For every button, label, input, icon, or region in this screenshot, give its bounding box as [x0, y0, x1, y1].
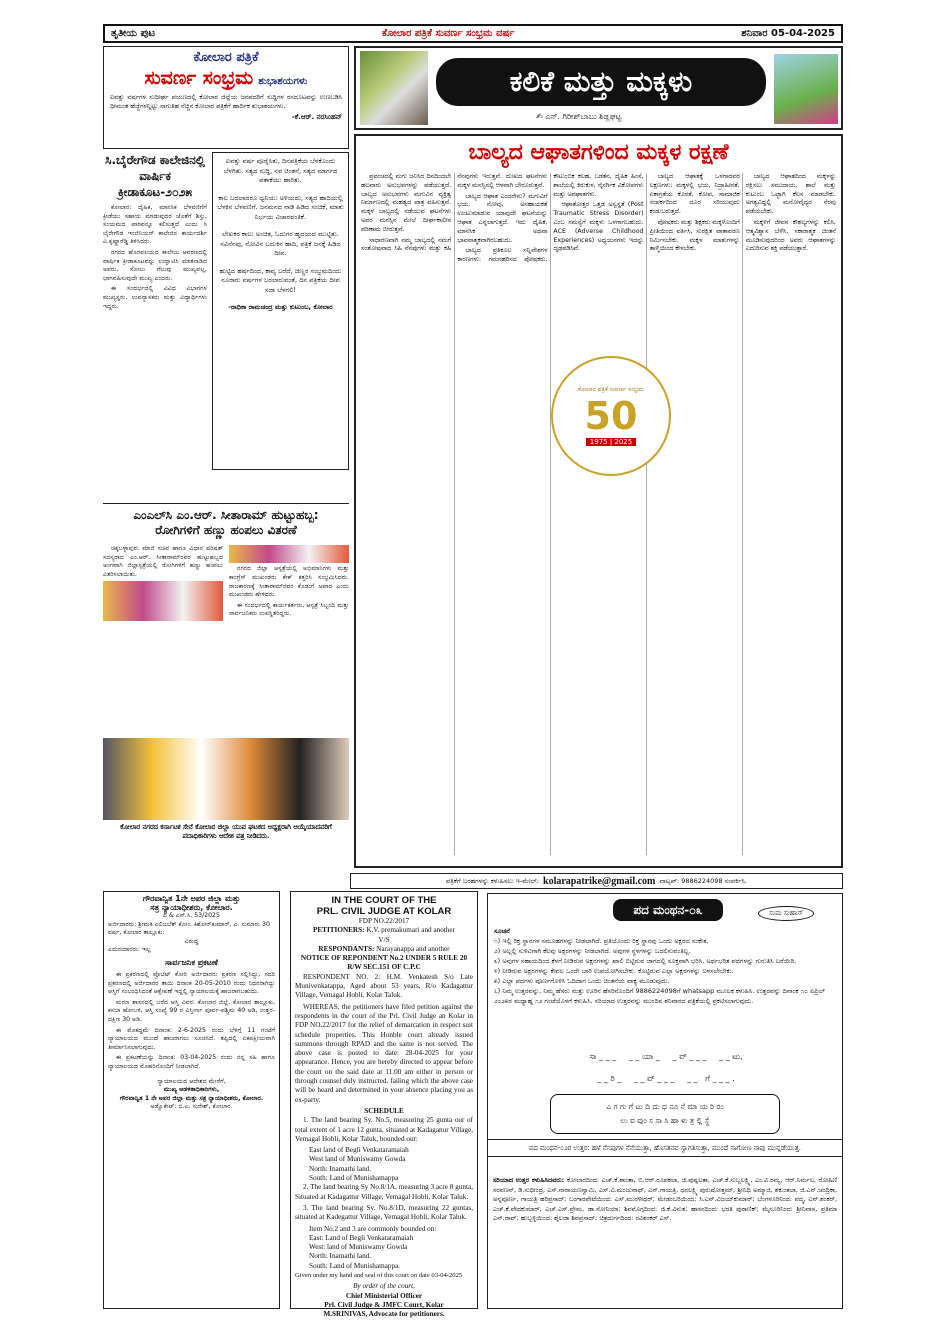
- puzzle-letters-1: ಎ ಗ ಗು ಗೆ ಟು ದಿ ದು ಧ ನೂ ನೆ ಮಾ ಯ ರಿ ರಂ: [606, 1102, 724, 1111]
- en-boundary: East: Land of Begli Venkataramaiah: [309, 1233, 414, 1242]
- kn-sign-2: ಮುಖ್ಯ ಆಡಳಿತಾಧಿಕಾರಿಗಳು,: [163, 1086, 220, 1094]
- en-notice-title: NOTICE OF REPONDENT No.2 UNDER 5 RULE 20 R/W SEC.151 OF C.P.C: [300, 954, 468, 972]
- feature-body: [356, 169, 841, 859]
- kn-sign-1: ನ್ಯಾಯಾಲಯದ ಆದೇಶದ ಮೇರೆಗೆ,: [157, 1077, 226, 1085]
- en-paragraph: RESPONDENT NO. 2: H.M. Venkatesh S/o Late Munivenkatappa, Aged about 53 years, R/o Kadagattur Village, Vemagal Hobli, Kolar Taluk.: [295, 972, 473, 1000]
- feature-paragraph: ಬಾಲ್ಯದ ಆಘಾತದಿಂದ ಮಕ್ಕಳನ್ನು ರಕ್ಷಿಸಲು ಸಮುದಾಯ, ಶಾಲೆ ಮತ್ತು ಕುಟುಂಬ ಒಟ್ಟಾಗಿ ಕೆಲಸ ಮಾಡಬೇಕು. ಅಗತ್ಯವಿದ್ದಲ್ಲಿ ಮನೋವೈದ್ಯರ ನೆರವು ಪಡೆಯಬೇಕು.: [745, 173, 836, 216]
- puzzle-rule: ೩) ಅವುಗಳ ಸಹಾಯದಿಂದ ಕೆಳಗೆ ನೀಡಿರುವ ಅಕ್ಷರಗಳನ್ನು ಖಾಲಿ ಬಿಟ್ಟಿರುವ ಜಾಗದಲ್ಲಿ ಸೂಕ್ತವಾಗಿ ಭರಿಸಿ, ಅರ್ಥಭರಿತ ಪದಗಳನ್ನು ಗುರುತಿಸಿ ಬರೆಯಿರಿ.: [494, 957, 797, 965]
- puzzle-hint-label: ಸೂಚನೆ: [494, 927, 510, 935]
- puzzle-rule: ೫) ಎಲ್ಲಾ ಪದಗಳು ಪೂರ್ಣಗೊಳಿಸಿ ಓದಿದಾಗ ಒಂದು ಚಿಂತನೆಯ ವಾಕ್ಯ ಮೂಡುವುದು.: [494, 977, 670, 985]
- kn-petitioner: ಅರ್ಜಿದಾರರು: ಶ್ರೀಮತಿ ಎಲಿಜಬೆತ್ ಕೋಂ. ಕಿಶೋರ್‌ಕುಮಾರ್, ಎ. ಸುಮಾರು 30 ವರ್ಷ, ಕೋಲಾರ ತಾಲ್ಲೂಕು.: [108, 920, 270, 936]
- kn-paragraph: ಮರಣ ಶಾಸನದಲ್ಲಿ ಬರೆದ ಆಸ್ತಿ ವಿವರ: ಕೋಲಾರ ಜಿಲ್ಲೆ, ಕೋಲಾರ ತಾಲ್ಲೂಕು, ಕಸಬಾ ಹೋಬಳಿ, ಆಸ್ತಿ ಸಂಖ್ಯೆ 99 ರ ವಿಸ್ತೀರ್ಣ ಪೂರ್ವ-ಪಶ್ಚಿಮ 40 ಅಡಿ, ಉತ್ತರ-ದಕ್ಷಿಣ 30 ಅಡಿ.: [108, 998, 275, 1023]
- en-officer: Chief Ministerial Officer: [345, 1291, 423, 1300]
- kn-subtitle: ಸಾರ್ವಜನಿಕ ಪ್ರಕಟಣೆ: [165, 957, 218, 967]
- en-respondents: Narayanappa and another: [374, 944, 450, 953]
- mlc-body: [103, 545, 349, 735]
- contact-bar: [350, 873, 843, 889]
- feature-paragraph: ಬಾಲ್ಯದ ಆಘಾತ ಎಂದರೇನು? ಮಗುವಿಗೆ ಭಯ, ನೋವು, ಅಸಹಾಯಕತೆ ಉಂಟುಮಾಡುವ ಯಾವುದೇ ಘಟನೆಯನ್ನು ಆಘಾತ ಎನ್ನಲಾಗುತ್ತದೆ. ಇದು ದೈಹಿಕ, ಮಾನಸಿಕ ಅಥವಾ ಭಾವನಾತ್ಮಕವಾಗಿರಬಹುದು.: [457, 192, 548, 244]
- en-boundary: West: land of Muniswamy Gowda: [309, 1243, 408, 1252]
- logo-text: ಕೋಲಾರ ಪತ್ರಿಕೆ ಸುವರ್ಣ ಸಂಭ್ರಮ: [578, 386, 644, 393]
- kn-sign-3: ಗೌರವಾನ್ವಿತ 1 ನೇ ಅಪರ ಜಿಲ್ಲಾ ಮತ್ತು ಸತ್ರ ನ್ಯಾಯಾಧೀಶರು, ಕೋಲಾರ.: [119, 1094, 264, 1102]
- poem-sign: -ರಾಧಿಕಾ ರಾಮಚಂದ್ರ ಮತ್ತು ಕುಟುಂಬ, ಕೋಲಾರ: [228, 303, 333, 311]
- kn-title-2: ಸತ್ರ ನ್ಯಾಯಾಧೀಶರು, ಕೋಲಾರ.: [150, 902, 233, 912]
- en-respondents-label: RESPONDANTS:: [318, 944, 375, 953]
- greeting-wish: ಶುಭಾಶಯಗಳು: [258, 76, 308, 87]
- kannada-court-notice: [103, 891, 280, 1309]
- greeting-body: ಐವತ್ತು ವರ್ಷಗಳ ಸುದೀರ್ಘ ಪಯಣದಲ್ಲಿ ಕೋಲಾರ ಜಿಲ್ಲೆಯ ಜನಪದರಿಗೆ ಸುದ್ದಿಗಳ ರಸದೂಟವನ್ನು ಉಣಬಡಿಸಿ ಧೀಮಂತ ಹೆಜ್ಜೆಗಳನ್ನಿಟ್ಟು ಸಾಗುತಿಹ ನೆಚ್ಚಿನ ಕೋಲಾರ ಪತ್ರಿಕೆಗೆ ಹಾರ್ದಿಕ ಶುಭಾಶಯಗಳು.: [110, 93, 342, 110]
- puzzle-title: ಪದ ಮಂಥನ-೦೩: [613, 899, 723, 921]
- mlc-paragraph: ಚಿಕ್ಕಬಳ್ಳಾಪುರ: ಮಾಜಿ ಸಚಿವ ಹಾಗೂ ವಿಧಾನ ಪರಿಷತ್ ಸದಸ್ಯರಾದ ಎಂ.ಆರ್. ಸೀತಾರಾಮ್‌ರವರ ಹುಟ್ಟುಹಬ್ಬದ ಅಂಗವಾಗಿ ಜಿಲ್ಲಾಸ್ಪತ್ರೆಯಲ್ಲಿ ರೋಗಿಗಳಿಗೆ ಹಣ್ಣು ಹಂಪಲು ವಿತರಿಸಲಾಯಿತು.: [103, 545, 223, 578]
- en-item: 3. The land bearing Sy. No.8/1D, measuring 22 guntas, situated at Kadegattur Village, Vemagal Hobli, Kolar Taluk.: [295, 1203, 473, 1222]
- feature-headline: ಬಾಲ್ಯದ ಆಘಾತಗಳಿಂದ ಮಕ್ಕಳ ರಕ್ಷಣೆ: [468, 140, 729, 165]
- poem-stanza: ಐವತ್ತು ವರ್ಷ ಪೂರೈಸಿತು, ದಿನಪತ್ರಿಕೆಯ ಬೆಳಕೊಂದು ಬೆಳಗಿತು. ಸತ್ಯದ ಸುದ್ದಿ, ನವ ಚಿಂತನೆ, ಸತ್ಯದ ಮಾರ್ಗದ ಪತಾಕೆಯು ಹಾರಿತು.: [223, 157, 338, 184]
- feature-paragraph: ಪ್ರಪಂಚದಲ್ಲಿ ಮಗು ಜನಿಸಿದ ದಿನದಿಂದಲೇ ಹಲವಾರು ಅನುಭವಗಳನ್ನು ಪಡೆಯುತ್ತದೆ. ಬಾಲ್ಯದ ಅನುಭವಗಳು ಮಗುವಿನ ವ್ಯಕ್ತಿತ್ವ ನಿರ್ಮಾಣದಲ್ಲಿ ಮಹತ್ವದ ಪಾತ್ರ ವಹಿಸುತ್ತವೆ. ಮಕ್ಕಳ ಬಾಲ್ಯದಲ್ಲಿ ನಡೆಯುವ ಘಟನೆಗಳು ಅವರ ಮನಸ್ಸಿನ ಮೇಲೆ ದೀರ್ಘಕಾಲೀನ ಪರಿಣಾಮ ಬೀರುತ್ತವೆ.: [361, 173, 452, 233]
- en-title-2: PRL. CIVIL JUDGE AT KOLAR: [316, 906, 452, 917]
- greeting-paper: ಕೋಲಾರ ಪತ್ರಿಕೆ: [193, 50, 259, 65]
- en-item: 2. The land bearing Sy No.8/1A, measuring 3 acre 8 gunta, Situated at Kadagattur Village, Vemagal Hobli, Kolar Taluk.: [295, 1183, 473, 1201]
- winners-label: ಸರಿಯಾದ ಉತ್ತರ ಕಳುಹಿಸಿದವರು:: [493, 1176, 567, 1184]
- contact-before: ಪತ್ರಿಕೆಗೆ ಬರಹಗಳನ್ನು ಕಳುಹಿಸಲು ಇ-ಮೇಲ್:: [445, 876, 540, 885]
- en-title-1: IN THE COURT OF THE: [331, 895, 437, 906]
- feature-header: [354, 46, 843, 130]
- divider: [103, 503, 349, 504]
- kn-case: ಪಿ & ಎಸ್.ಸಿ. 53/2025: [163, 912, 220, 919]
- kn-paragraph: ಈ ಪ್ರಕಟಣೆಯನ್ನು ದಿನಾಂಕ: 03-04-2025 ರಂದು ನನ್ನ ಸಹಿ ಹಾಗೂ ನ್ಯಾಯಾಲಯದ ಮೊಹರಿನೊಂದಿಗೆ ನೀಡಲಾಗಿದೆ.: [108, 1054, 275, 1070]
- contact-email[interactable]: kolarapatrike@gmail.com: [543, 875, 656, 887]
- feature-banner: ಕಲಿಕೆ ಮತ್ತು ಮಕ್ಕಳು: [436, 58, 766, 106]
- en-boundary: South: Land of Munishamappa.: [309, 1261, 401, 1270]
- feature-paragraph: ಪೋಷಕರು ಮತ್ತು ಶಿಕ್ಷಕರು ಮಕ್ಕಳೊಂದಿಗೆ ಪ್ರೀತಿಯಿಂದ ವರ್ತಿಸಿ, ಸುರಕ್ಷಿತ ವಾತಾವರಣ ನಿರ್ಮಿಸಬೇಕು. ಮಕ್ಕಳ ಮಾತುಗಳನ್ನು ತಾಳ್ಮೆಯಿಂದ ಕೇಳಬೇಕು.: [649, 218, 740, 253]
- en-given: Given under my hand and seal of this court on date 03-04-2025: [295, 1271, 463, 1279]
- en-vs: V/S: [378, 935, 390, 944]
- puzzle-blanks-1: ಸಾ _ _ _ _ _ ಯಾ _ _ ವ್ _ _ _ _ _ ಟು,: [589, 1052, 743, 1061]
- karnataka-sene-photo: [103, 738, 349, 820]
- mlc-paragraph: ನಗರದ ಜಿಲ್ಲಾ ಆಸ್ಪತ್ರೆಯಲ್ಲಿ ಅಭಿಮಾನಿಗಳು ಮತ್ತು ಕಾಂಗ್ರೆಸ್ ಮುಖಂಡರು ಕೇಕ್ ಕತ್ತರಿಸಿ ಸಂಭ್ರಮಿಸಿದರು. ರಾಜಕಾರಣಕ್ಕೆ ಸೀತಾರಾಮ್‌ರವರ ಕೊಡುಗೆ ಅಪಾರ ಎಂದು ಮುಖಂಡರು ಹೇಳಿದರು.: [229, 565, 349, 599]
- poem-stanza: ಕಾಲ ಬದಲಾದರೂ ಧ್ವನಿಯು ಅಳಿಯದು, ಸತ್ಯದ ಹಾದಿಯಲ್ಲಿ ಬೆಳಕಿನ ಬೆಳವಣಿಗೆ. ಜನಮನದ ನಾಡಿ ಹಿಡಿದ ಸಂಚಿಕೆ, ಮಾತು ನಿರ್ಭಯ ವಿಚಾರವಂತಿಕೆ.: [217, 193, 344, 221]
- kn-sign-4: ಅಡ್ವೊಕೇಟ್: ಬಿ.ಎ. ಸುರೇಶ್, ಕೋಲಾರ.: [150, 1103, 233, 1111]
- kn-paragraph: ಈ ಮೊಕದ್ದಮೆ ದಿನಾಂಕ: 2-6-2025 ರಂದು ಬೆಳಿಗ್ಗೆ 11 ಗಂಟೆಗೆ ನ್ಯಾಯಾಲಯದ ಮುಂದೆ ಹಾಜರಾಗಲು ಸೂಚಿಸಿದೆ. ತಪ್ಪಿದಲ್ಲಿ ಏಕಪಕ್ಷೀಯವಾಗಿ ತೀರ್ಮಾನಿಸಲಾಗುವುದು.: [108, 1026, 275, 1051]
- puzzle-author: ಸುಮ ಸುಹಾಸ್: [758, 906, 814, 921]
- poem-box: [212, 152, 349, 470]
- puzzle-blanks-2: _ _ ರಿ _ _ _ ವ್ _ _ _ _ _ ಗೆ _ _ _ .: [597, 1074, 735, 1083]
- previous-answer: ಪದ ಮಂಥನ-೦೨ರ ಉತ್ತರ: ಹಳೆ ನೆನಪುಗಳ ನೆನೆಯುತ್ತಾ, ಹೊಸತನವ ಸ್ವಾಗತಿಸುತ್ತಾ, ಮುಂದೆ ಸಾಗೋಣ ನಾವು ಮುನ್ನಡೆಯುತ್ತ.: [488, 1139, 842, 1157]
- page-number: ತೃತೀಯ ಪುಟ: [111, 28, 156, 39]
- poem-stanza: ಹುಟ್ಟಿದ ಹರ್ಷದಿಂದ, ಕಾವ್ಯ ಬರೆದೆ, ಚಿಣ್ಣರ ಸಂಭ್ರಮದಿಂದು ನೂರಾರು ವರ್ಷಗಳ ಬರಲಾರುವಂತೆ, ದಿನ ಪತ್ರಿಕೆಯ ದೀಪ ಸದಾ ಬೆಳಗಲಿ!: [219, 266, 342, 294]
- en-boundary: East land of Begli Venkataramaiah: [309, 1146, 409, 1155]
- en-boundary: North: Inamathi land.: [309, 1252, 372, 1261]
- feature-paragraph: ಬಾಲ್ಯದ ಆಘಾತಕ್ಕೆ ಒಳಗಾದವರ ಲಕ್ಷಣಗಳು: ಮಕ್ಕಳಲ್ಲಿ ಭಯ, ನಿದ್ರಾಹೀನತೆ, ಏಕಾಗ್ರತೆಯ ಕೊರತೆ, ಕೋಪ, ಸಾಮಾಜಿಕ ಸಂಪರ್ಕದಿಂದ ದೂರ ಸರಿಯುವುದು ಕಂಡುಬರುತ್ತದೆ.: [649, 173, 740, 216]
- feature-paragraph: ಸಾಧಾರಣವಾಗಿ ನಮ್ಮ ಬಾಲ್ಯದಲ್ಲಿ ನಮಗೆ ಸಂತೋಷವಾದ ಸಿಹಿ ನೆನಪುಗಳು ಮತ್ತು ಕಹಿ ನೆನಪುಗಳು ಇರುತ್ತವೆ. ದುಃಖದ ಘಟನೆಗಳು ಮಕ್ಕಳ ಮನಸ್ಸಿನಲ್ಲಿ ಆಳವಾಗಿ ಬೇರೂರುತ್ತವೆ.: [361, 173, 548, 253]
- header-date: ಶನಿವಾರ 05-04-2025: [741, 28, 835, 39]
- mlc-headline-2: ರೋಗಿಗಳಿಗೆ ಹಣ್ಣು ಹಂಪಲು ವಿತರಣೆ: [155, 523, 297, 537]
- contact-after: ವಾಟ್ಸಪ್: 9886224098 ಸಂಪರ್ಕಿಸಿ.: [659, 876, 748, 885]
- en-boundary: South: Land of Munishamappa: [309, 1174, 399, 1183]
- kn-paragraph: ಈ ಪ್ರಕರಣದಲ್ಲಿ ಪ್ರೊಬೆಟ್ ಕೋರಿ ಅರ್ಜಿದಾರರು ಪ್ರಕರಣ ಸಲ್ಲಿಸಿದ್ದು, ಸದರಿ ಪ್ರಕರಣದಲ್ಲಿ ಅರ್ಜಿದಾರರ ತಾಯಿ ದಿನಾಂಕ 20-05-2010 ರಂದು ನಿಧನರಾಗಿದ್ದು ಆಸ್ತಿಗೆ ಸಂಬಂಧಿಸಿದಂತೆ ಆಕ್ಷೇಪಣೆ ಇದ್ದಲ್ಲಿ ನ್ಯಾಯಾಲಯಕ್ಕೆ ಹಾಜರಾಗಬಹುದು.: [108, 971, 275, 996]
- winners-list: [493, 1176, 837, 1224]
- feature-byline: ✍ ಎನ್. ಗಿರೀಶ್‌ಬಾಬು ಶಿಡ್ಲಘಟ್ಟ: [536, 112, 622, 121]
- college-paragraph: ನಗರದ ಹೊರವಲಯದ ಕಾಲೇಜು ಆವರಣದಲ್ಲಿ ವಾರ್ಷಿಕ ಕ್ರೀಡಾಕೂಟವನ್ನು ಉದ್ಘಾಟಿಸಿ ಮಾತನಾಡಿದ ಅವರು, ಸೋಲು ಗೆಲುವು ಮುಖ್ಯವಲ್ಲ, ಭಾಗವಹಿಸುವುದೇ ಮುಖ್ಯ ಎಂದರು.: [103, 248, 207, 282]
- header-title: ಕೋಲಾರ ಪತ್ರಿಕೆ ಸುವರ್ಣ ಸಂಭ್ರಮ ವರ್ಷ: [381, 28, 515, 39]
- puzzle-rule: ೪) ನೀಡಿರುವ ಅಕ್ಷರಗಳನ್ನು ಕೇವಲ ಒಂದೇ ಬಾರಿ ಉಪಯೋಗಿಸಬೇಕು. ಕೊಟ್ಟಿರುವ ಎಲ್ಲಾ ಅಕ್ಷರಗಳನ್ನು ಬಳಸಲೇಬೇಕು.: [494, 967, 734, 975]
- author-photo: [360, 51, 428, 125]
- poem-stanza: ಲೇಖಕರ ಕಾಲು ಅಂಚಿತ, ಓದುಗರ ಹೃದಯದ ಮುಟ್ಟಿತು. ಸವಿನೆನಪು, ನೋವಿನ ಬದುಕಿನ ಹಾದಿ, ಪತ್ರಿಕೆ ಜನಕ್ಕೆ ಹಿಡಿದ ದೀಪ.: [220, 230, 341, 257]
- puzzle-rule: ೧) ಇಲ್ಲಿ ರಿಕ್ತ ಸ್ಥಾನಗಳ ಸಮೂಹಗಳನ್ನು ನೀಡಲಾಗಿದೆ. ಪ್ರತಿಯೊಂದು ರಿಕ್ತ ಸ್ಥಾನವು ಒಂದು ಅಕ್ಷರದ ಸಂಕೇತ.: [494, 937, 709, 945]
- english-court-notice: [290, 891, 478, 1319]
- logo-number: 50: [584, 394, 638, 438]
- en-item: 1. The land bearing Sy. No.5, measuring 25 gunta our of total extent of 1 acre 12 gunta, situated at Kadaganur Village, Vemagal Hobli, Kolar Taluk, bounded our:: [295, 1116, 473, 1143]
- en-court: Prl. Civil Judge & JMFC Court, Kolar: [324, 1300, 444, 1309]
- feature-paragraph: ಮಕ್ಕಳಿಗೆ ಜೀವನ ಕೌಶಲ್ಯಗಳನ್ನು ಕಲಿಸಿ, ಆತ್ಮವಿಶ್ವಾಸ ಬೆಳೆಸಿ, ಸಕಾರಾತ್ಮಕ ಚಿಂತನೆ ಮೂಡಿಸುವುದರಿಂದ ಅವರು ಆಘಾತಗಳನ್ನು ಎದುರಿಸುವ ಶಕ್ತಿ ಪಡೆಯುತ್ತಾರೆ.: [745, 218, 836, 253]
- word-puzzle: [487, 893, 843, 1309]
- puzzle-letter-box: [550, 1094, 780, 1134]
- puzzle-letters-2: ಲು ವ ವುಂ ಸ ಸಾ ಸಿ ಹಾ ಳು ತ್ರ ಲ್ಲಿ ಸ್ಥೆ: [620, 1116, 710, 1125]
- mlc-paragraph: ಈ ಸಂದರ್ಭದಲ್ಲಿ ಕಾರ್ಯಕರ್ತರು, ಆಸ್ಪತ್ರೆ ಸಿಬ್ಬಂದಿ ಮತ್ತು ಸಾರ್ವಜನಿಕರು ಉಪಸ್ಥಿತರಿದ್ದರು.: [229, 601, 349, 618]
- logo-years: 1975 | 2025: [586, 438, 636, 446]
- winners-names: ಕೋಲಾರದಿಂದ: ಎಚ್.ಕೆ.ಶಾಂತಾ, ಬಿ.ಆರ್.ರೂಪಕಲಾ, ಜಿ.ಪುಷ್ಪಲತಾ, ಎಚ್.ಕೆ.ಸುಬ್ಬಲಕ್ಷ್ಮಿ, ಎಂ.ವಿ.ರಮ್ಯ, ಆರ್.ನಿರ್ಮಲ, ರೋಹಿಣಿ ಸರವಣನ್, ಡಿ.ಸುಧೀಂದ್ರ, ಎಸ್.ನಾರಾಯಣಸ್ವಾಮಿ, ಎಸ್.ವಿ.ಮಂಜುನಾಥ್, ಎನ್.ಗಾಯತ್ರಿ, ಧನಲಕ್ಷ್ಮಿ ಪುರುಷೋತ್ತಮ್, ಶ್ರೀನಿಧಿ ಅಮ್ಮಾಜಿ, ಶಕುಂತಲಾ, ಜಿ.ಎನ್.ಚಂದ್ರಿಕಾ, ಅನ್ನಪೂರ್ಣ, ಗಾಯತ್ರಿ ಹರಿಪ್ರಸಾದ್; ಬಂಗಾರಪೇಟೆಯಿಂದ: ಎಸ್.ಮುರಳೀಧರ್; ಮೇಡಂಬರಿಯಿಂದ: ಸಿ.ಎನ್.ವಿಜಯ್‌ಕುಮಾರ್; ಬೆಂಗಳೂರಿನಿಂದ: ಪದ್ಮ, ಎನ್.ಶಂಕರ್, ಎಚ್.ಕೆ.ವೇದಕುಮಾರ್, ಎಚ್.ಎಸ್.ಪ್ರೇಮ, ಡಾ.ಸೋನಿಯಾ; ಶಿವಮೊಗ್ಗದಿಂದ: ಜಿ.ಕೆ.ವಿನುತ; ಹಾಸನದಿಂದ: ಭರತಿ ಪುರಾಣಿಕ್; ಮೈಸೂರಿನಿಂದ: ಶ್ರೀನಿವಾಸ, ಪ್ರತಿಮಾ ಎನ್.ರಾವ್; ಹುಬ್ಬಳ್ಳಿಯಿಂದ: ಶೈಲಜಾ ಶಿವಪ್ರಸಾದ್; ಚಿತ್ರದುರ್ಗದಿಂದ: ರವಿಶಂಕರ್ ಎಸ್.: [493, 1176, 837, 1223]
- feature-paragraph: ಆಘಾತೋತ್ತರ ಒತ್ತಡ ಅಸ್ವಸ್ಥತೆ (Post Traumatic Stress Disorder) ಎಂಬ ಸಮಸ್ಯೆಗೆ ಮಕ್ಕಳು ಒಳಗಾಗಬಹುದು. ACE (Adverse Childhood Experiences) ಅಧ್ಯಯನಗಳು ಇದನ್ನು ದೃಢಪಡಿಸಿವೆ.: [553, 201, 644, 253]
- college-paragraph: ಈ ಸಂದರ್ಭದಲ್ಲಿ ವಿವಿಧ ವಿಭಾಗಗಳ ಮುಖ್ಯಸ್ಥರು, ಉಪನ್ಯಾಸಕರು ಮತ್ತು ವಿದ್ಯಾರ್ಥಿಗಳು ಇದ್ದರು.: [103, 285, 207, 310]
- en-boundary: Item No.2 and 3 are commonly bounded on:: [309, 1224, 437, 1233]
- mlc-headline-1: ಎಂಎಲ್‌ಸಿ ಎಂ.ಆರ್. ಸೀತಾರಾಮ್ ಹುಟ್ಟುಹಬ್ಬ:: [133, 508, 319, 522]
- puzzle-rule: ೬) ನಿಮ್ಮ ಉತ್ತರವನ್ನು, ನಿಮ್ಮ ಹೆಸರು ಮತ್ತು ಊರಿನ ಹೆಸರಿನೊಂದಿಗೆ 9886224098ಗೆ whatsapp ಮೂಲಕ ಕಳುಹಿಸಿ. ಉತ್ತರವನ್ನು ದಿನಾಂಕ ೧೦ ಏಪ್ರಿಲ್ ೨೦೨೫ರ ಮಧ್ಯಾಹ್ನ ೧೨ ಗಂಟೆಯೊಳಗೆ ಕಳುಹಿಸಿ. ಸರಿಯಾದ ಉತ್ತರವನ್ನು ಮುಂದಿನ ಶನಿವಾರದ ಪತ್ರಿಕೆಯಲ್ಲಿ ಪ್ರಕಟಿಸಲಾಗುವುದು.: [494, 987, 825, 1005]
- greeting-sign: -ಕೆ.ಆರ್. ನರಸಿಂಹನ್: [291, 113, 342, 122]
- en-advocate: M.SRINIVAS, Advocate for petitioners.: [323, 1310, 445, 1319]
- greeting-big: ಸುವರ್ಣ ಸಂಭ್ರಮ: [144, 67, 254, 89]
- en-boundary: North: Inamathi land.: [309, 1164, 372, 1173]
- en-paragraph: WHEREAS, the petitioners have filed petition against the respondents in the court of the Prl. Civil Judge an Kolar in FDP NO.22/2017 for the relief of demarcation in respect suit schedule properties. This Honble court already issued summons through RPAD and the same is not served. The above case is posted to date: 28-04-2025 for your appearance. Hence, you are hereby directed to appear before the court on the said date at 11.00 am either in person or through counsel duly instructed. failing which the above case will be heard and determined in your absence placing you as ex-party.: [295, 1002, 473, 1104]
- college-headline: ಸಿ.ಬೈರೇಗೌಡ ಕಾಲೇಜಿನಲ್ಲಿ ವಾರ್ಷಿಕ ಕ್ರೀಡಾಕೂಟ-೨೦೨೫: [105, 153, 205, 199]
- kn-vs: ವಿರುದ್ಧ: [184, 937, 199, 945]
- feature-article: [354, 134, 843, 868]
- kn-title-1: ಗೌರವಾನ್ವಿತ 1ನೇ ಅಪರ ಜಿಲ್ಲಾ ಮತ್ತು: [142, 894, 241, 903]
- greeting-ad: [103, 46, 349, 149]
- kn-respondent: ಎದುರುದಾರರು: ಇಲ್ಲ: [108, 946, 151, 953]
- photo-caption: ಕೋಲಾರ ನಗರದ ಕರ್ನಾಟಕ ಸೇನೆ ಕೋಲಾರ ಜಿಲ್ಲಾ ಯುವ ಘಟಕದ ಅಧ್ಯಕ್ಷರಾಗಿ ಆಯ್ಕೆಯಾದವರಿಗೆ ಪದಾಧಿಕಾರಿಗಳು ಆದೇಶ ಪತ್ರ ನೀಡಿದರು.: [120, 823, 332, 840]
- page-header-bar: [103, 24, 843, 43]
- college-article: [103, 152, 207, 502]
- feature-paragraph: ಬಾಲ್ಯದ ಪ್ರತಿಕೂಲ ಸನ್ನಿವೇಶಗಳ ಕಾರಣಗಳು: ಗಮನಹರಿಸದ ಪೋಷಕರು, ಕೌಟುಂಬಿಕ ಕಲಹ, ಬಡತನ, ದೈಹಿಕ ಹಿಂಸೆ, ಶಾಲೆಯಲ್ಲಿ ಕಿರುಕುಳ, ನೈಸರ್ಗಿಕ ವಿಕೋಪಗಳು ಮತ್ತು ಅಪಘಾತಗಳು.: [457, 173, 644, 264]
- golden-jubilee-logo: [551, 356, 671, 476]
- en-order: By order of the court,: [353, 1282, 415, 1291]
- en-schedule: SCHEDULE: [364, 1106, 404, 1115]
- en-petitioners: K.V. premakumari and another: [364, 926, 455, 935]
- en-boundary: West land of Muniswamy Gowda: [309, 1155, 406, 1164]
- mlc-article-headline: [103, 508, 349, 538]
- en-fdp: FDP NO.22/2017: [358, 917, 410, 925]
- college-paragraph: ಕೋಲಾರ: ದೈಹಿಕ, ಮಾನಸಿಕ ಬೆಳವಣಿಗೆಗೆ ಕ್ರೀಡೆಯು ಸಹಾಯ ಮಾಡುವುದರ ಜೊತೆಗೆ ಶಿಸ್ತು, ಸಂಯಮದ ಪಾಠವನ್ನೂ ಕಲಿಸುತ್ತದೆ ಎಂದು ಸಿ ಬೈರೇಗೌಡ ಇಂಜಿನಿಯರ್ ಕಾಲೇಜಿನ ಕಾರ್ಯದರ್ಶಿ ವಿ.ಕೃಷ್ಣಾರೆಡ್ಡಿ ತಿಳಿಸಿದರು.: [103, 204, 207, 246]
- puzzle-rule: ೨) ಅಲ್ಲಲ್ಲಿ ಸುಳಿವಿಗಾಗಿ ಕೆಲವು ಅಕ್ಷರಗಳನ್ನು ನೀಡಲಾಗಿದೆ. ಅವುಗಳ ಸ್ಥಳಗಳನ್ನು ಬದಲಿಸುವಂತಿಲ್ಲ.: [494, 947, 691, 955]
- kids-illustration: [774, 54, 838, 124]
- en-petitioners-label: PETITIONERS:: [312, 926, 365, 935]
